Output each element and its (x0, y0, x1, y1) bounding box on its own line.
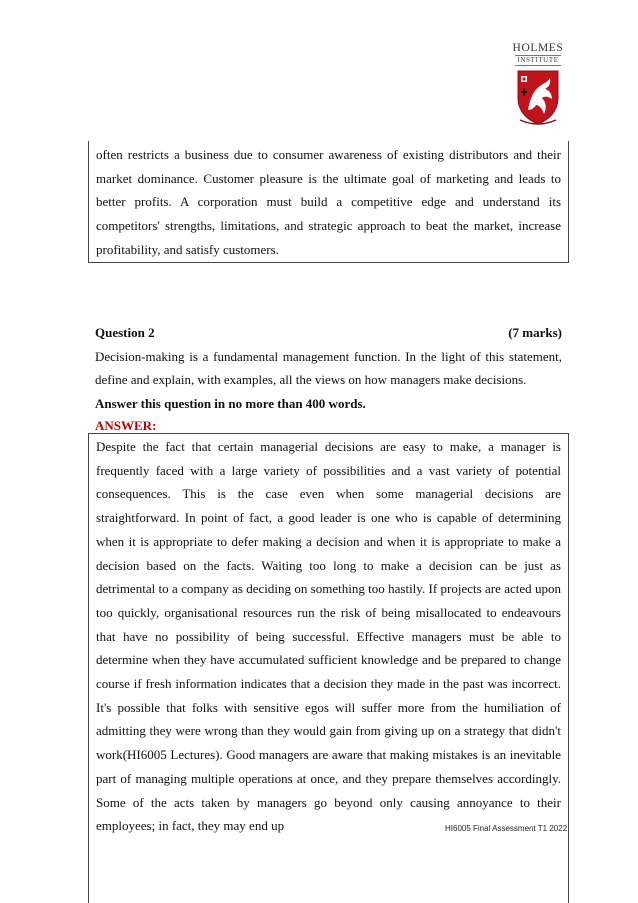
logo-title: HOLMES (512, 42, 564, 54)
answer-label: ANSWER: (95, 418, 157, 433)
question-marks: (7 marks) (508, 325, 562, 340)
logo-subtitle: INSTITUTE (515, 55, 561, 66)
griffin-crest-icon (514, 68, 562, 126)
question-block (95, 321, 562, 437)
question-header (95, 321, 562, 345)
continuation-answer-box (88, 141, 569, 263)
continuation-paragraph: often restricts a business due to consumer awareness of existing distributors and their market dominance. Customer pleasure is the ultimate goal of marketing and leads to better profits. A corporation must build a competitive edge and understand its competitors' strengths, limitations, and strategic approach to beat the market, increase profitability, and satisfy customers. (96, 147, 561, 257)
holmes-institute-logo (511, 42, 565, 128)
word-limit: Answer this question in no more than 400 words. (95, 395, 366, 411)
question-title: Question 2 (95, 325, 155, 340)
answer-paragraph: Despite the fact that certain managerial decisions are easy to make, a manager is frequently faced with a large variety of possibilities and a vast variety of potential consequences. This is the case even when some managerial decisions are straightforward. In point of fact, a good leader is one who is capable of determining when it is appropriate to defer making a decision and when it is appropriate to make a decision based on the facts. Waiting too long to make a decision can be just as detrimental to a company as deciding on something too hastily. If projects are acted upon too quickly, organisational resources run the risk of being misallocated to endeavours that have no possibility of being successful. Effective managers must be able to determine when they have accumulated sufficient knowledge and be prepared to change course if fresh information indicates that a decision they made in the past was incorrect. It's possible that folks with sensitive egos will suffer more from the humiliation of admitting they were wrong than they would gain from giving up on a strategy that didn't work(HI6005 Lectures). Good managers are aware that making mistakes is an inevitable part of managing multiple operations at once, and they prepare themselves accordingly. Some of the acts taken by managers go beyond only causing annoyance to their employees; in fact, they may end up (96, 439, 561, 834)
question-text: Decision-making is a fundamental management function. In the light of this statement, define and explain, with examples, all the views on how managers make decisions. (95, 348, 562, 387)
page-footer: HI6005 Final Assessment T1 2022 (445, 824, 568, 833)
